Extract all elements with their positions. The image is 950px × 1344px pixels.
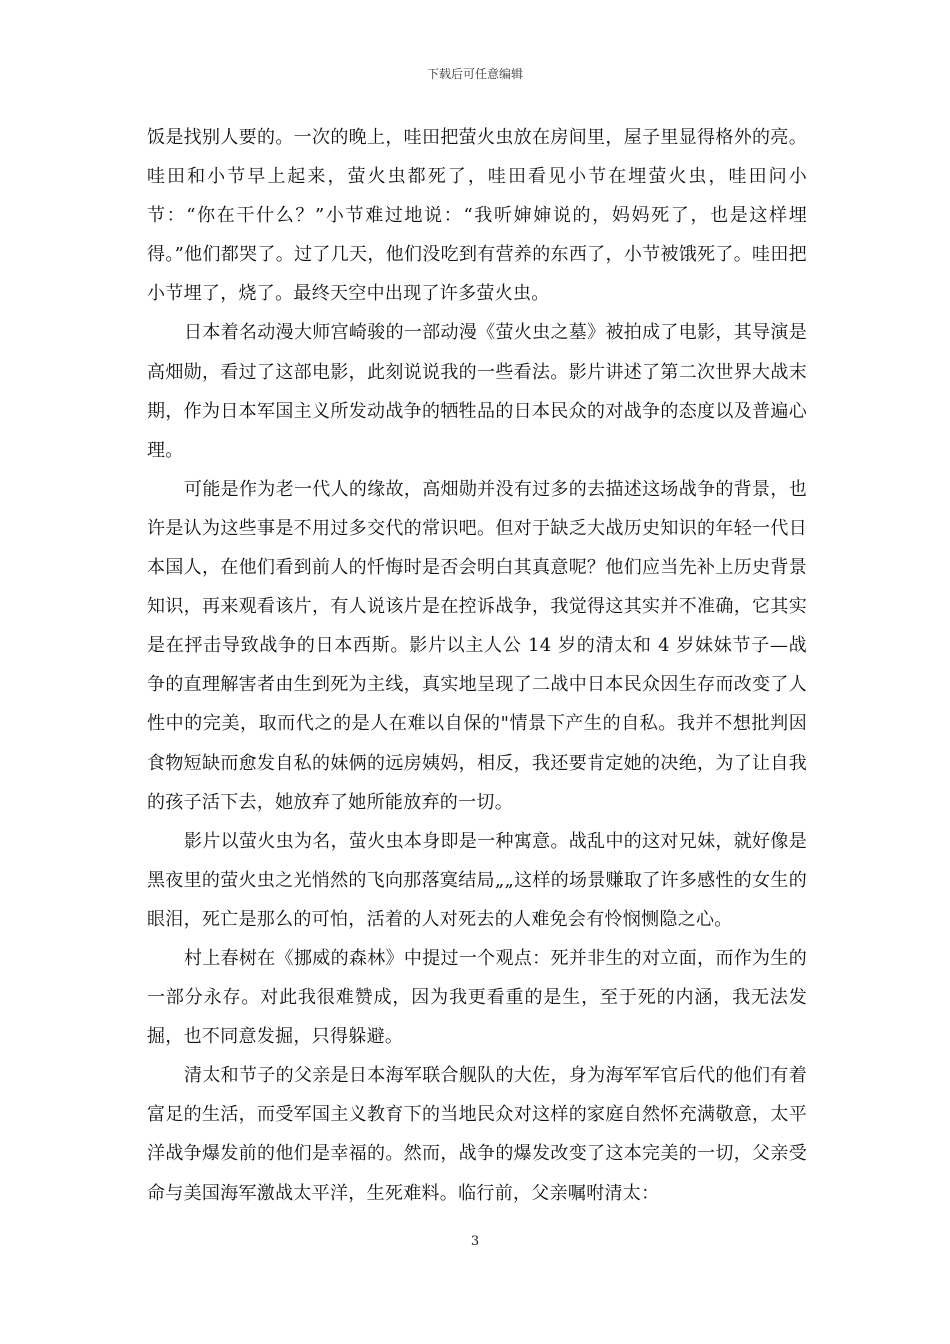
page-header: 下载后可任意编辑 — [426, 67, 523, 81]
paragraph-4: 影片以萤火虫为名，萤火虫本身即是一种寓意。战乱中的这对兄妹，就好像是黑夜里的萤火虫之光悄然的飞向那落寞结局„„这样的场景赚取了许多感性的女生的眼泪，死亡是那么的可怕，活着的人对死去的人难免会有怜悯恻隐之心。 — [147, 830, 807, 930]
paragraph-6: 清太和节子的父亲是日本海军联合舰队的大佐，身为海军军官后代的他们有着富足的生活，而受军国主义教育下的当地民众对这样的家庭自然怀充满敬意，太平洋战争爆发前的他们是幸福的。然而，战争的爆发改变了这本完美的一切，父亲受命与美国海军激战太平洋，生死难料。临行前，父亲嘱咐清太： — [147, 1065, 807, 1204]
paragraph-1: 饭是找别人要的。一次的晚上，哇田把萤火虫放在房间里，屋子里显得格外的亮。哇田和小节早上起来，萤火虫都死了，哇田看见小节在埋萤火虫，哇田问小节：“你在干什么？”小节难过地说：“我听婶婶说的，妈妈死了，也是这样埋得。”他们都哭了。过了几天，他们没吃到有营养的东西了，小节被饿死了。哇田把小节埋了，烧了。最终天空中出现了许多萤火虫。 — [147, 127, 807, 305]
paragraph-2: 日本着名动漫大师宫崎骏的一部动漫《萤火虫之墓》被拍成了电影，其导演是高畑勋，看过了这部电影，此刻说说我的一些看法。影片讲述了第二次世界大战末期，作为日本军国主义所发动战争的牺牲品的日本民众的对战争的态度以及普遍心理。 — [147, 322, 807, 461]
page-number: 3 — [470, 1234, 480, 1249]
paragraph-5: 村上春树在《挪威的森林》中提过一个观点：死并非生的对立面，而作为生的一部分永存。对此我很难赞成，因为我更看重的是生，至于死的内涵，我无法发掘，也不同意发掘，只得躲避。 — [147, 947, 807, 1048]
document-body — [147, 118, 807, 1213]
paragraph-3: 可能是作为老一代人的缘故，高畑勋并没有过多的去描述这场战争的背景，也许是认为这些事是不用过多交代的常识吧。但对于缺乏大战历史知识的年轻一代日本国人，在他们看到前人的忏悔时是否会明白其真意呢？他们应当先补上历史背景知识，再来观看该片，有人说该片是在控诉战争，我觉得这其实并不准确，它其实是在抨击导致战争的日本西斯。影片以主人公 14 岁的清太和 4 岁妹妹节子—战争的直理解害者由生到死为主线，真实地呈现了二战中日本民众因生存而改变了人性中的完美，取而代之的是人在难以自保的"情景下产生的自私。我并不想批判因食物短缺而愈发自私的妹俩的远房姨妈，相反，我还要肯定她的决绝，为了让自我的孩子活下去，她放弃了她所能放弃的一切。 — [147, 478, 807, 813]
